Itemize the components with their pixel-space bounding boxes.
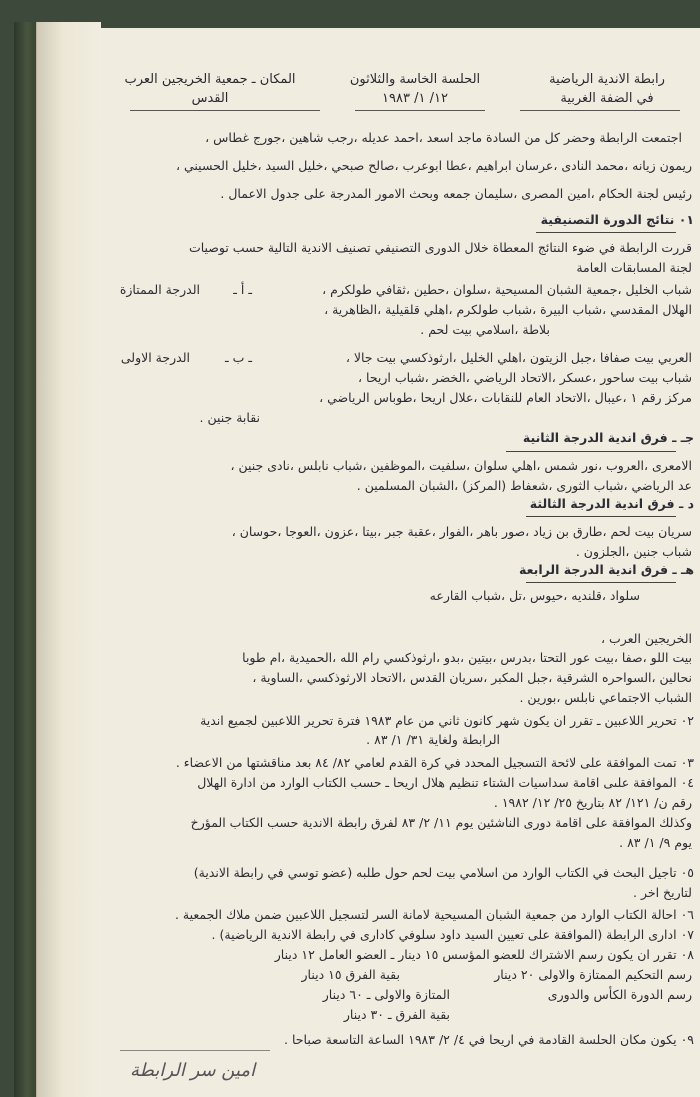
signature: امين سر الرابطة — [130, 1060, 256, 1081]
premium-marker: ـ أ ـ — [233, 282, 252, 297]
section-second-heading — [523, 430, 694, 445]
classification-intro-line: قررت الرابطة في ضوء النتائج المعطاة خلال الدورى التصنيفي تصنيف الاندية التالية حسب توصيات — [188, 240, 692, 255]
second-line: عد الرياضي ،شباب الثورى ،شعفاط (المركز) ،الشبان المسلمين . — [356, 478, 692, 493]
item-6 — [175, 905, 694, 924]
item-3 — [176, 753, 694, 772]
header-session-date: ١٢/ ١/ ١٩٨٣ — [382, 91, 448, 106]
section-third-heading — [530, 496, 694, 511]
item-text: تاجيل البحث في الكتاب الوارد من اسلامي بيت لحم حول طلبه (عضو توسي في رابطة الاندية) — [193, 865, 677, 880]
first-marker: ـ ب ـ — [224, 350, 252, 365]
document-page — [100, 28, 700, 1097]
fee-line: بقية الفرق ـ ٣٠ دينار — [343, 1007, 450, 1022]
heading-underline — [536, 232, 676, 233]
premium-line: شباب الخليل ،جمعية الشبان المسيحية ،سلوان ،حطين ،ثقافي طولكرم ، — [322, 282, 692, 297]
premium-line: بلاطة ،اسلامي بيت لحم . — [420, 322, 550, 337]
book-binding — [14, 22, 36, 1097]
fourth-line: الخريجين العرب ، — [600, 631, 692, 646]
item-4-cont: رقم ن/ ١٢١/ ٨٢ بتاريخ ٢٥/ ١٢/ ١٩٨٢ . — [493, 795, 692, 810]
item-7 — [212, 925, 694, 944]
header-org-line2: في الضفة الغربية — [560, 91, 654, 106]
heading-underline — [526, 516, 676, 517]
header-org — [532, 70, 682, 108]
first-line: نقابة جنين . — [199, 410, 260, 425]
premium-label: الدرجة الممتازة — [119, 282, 200, 297]
item-number: ٠٨ — [680, 947, 694, 962]
item-5 — [194, 863, 694, 882]
item-2-cont: الرابطة ولغاية ٣١/ ١/ ٨٣ . — [366, 732, 500, 747]
fee-line: رسم التحكيم الممتازة والاولى ٢٠ دينار — [494, 967, 692, 982]
first-line: مركز رقم ١ ،عيبال ،الاتحاد العام للنقابات ،علال اريحا ،طوباس الرياضي ، — [319, 390, 692, 405]
section-number: ٠١ — [678, 212, 694, 227]
section-title: فرق اندية الدرجة الثانية — [522, 430, 668, 445]
fourth-line: نحالين ،السواحره الشرقية ،جبل المكبر ،سريان القدس ،الاتحاد الارثوذكسي ،الساوية ، — [252, 670, 692, 685]
heading-underline — [526, 582, 676, 583]
item-text: الموافقة علىى اقامة سداسيات الشتاء تنظيم هلال اريحا ـ حسب الكتاب الوارد من ادارة الهلال — [197, 775, 677, 790]
item-number: ٠٩ — [680, 1032, 694, 1047]
item-text: تمت الموافقة على لائحة التسجيل المحدد في كرة القدم لعامي ٨٢/ ٨٤ بعد مناقشتها من الاعضاء . — [175, 755, 677, 770]
header-rule-left — [130, 110, 320, 111]
page-gutter — [36, 22, 101, 1097]
section-number: د ـ — [678, 496, 694, 511]
item-4-cont: يوم ٩/ ١/ ٨٣ . — [619, 835, 692, 850]
third-line: شباب جنين ،الجلزون . — [575, 544, 692, 559]
header-session — [330, 70, 500, 108]
header-place-line1: المكان ـ جمعية الخريجين العرب — [124, 72, 296, 87]
intro-line: ريمون زيانه ،محمد النادى ،عرسان ابراهيم ،عطا ابوعرب ،صالح صبحي ،خليل السيد ،خليل الحسيني ، — [175, 158, 692, 173]
item-number: ٠٧ — [680, 927, 694, 942]
fee-line: رسم الدورة الكأس والدورى — [547, 987, 692, 1002]
intro-line: اجتمعت الرابطة وحضر كل من السادة ماجد اسعد ،احمد عديله ،رجب شاهين ،جورج غطاس ، — [205, 130, 682, 145]
item-4-cont: وكذلك الموافقة على اقامة دورى الناشئين يوم ١١/ ٢/ ٨٣ لفرق رابطة الاندية حسب الكتاب المؤرخ — [190, 815, 692, 830]
first-label: الدرجة الاولى — [120, 350, 190, 365]
item-number: ٠٣ — [680, 755, 694, 770]
header-place — [110, 70, 310, 108]
header-org-line1: رابطة الاندية الرياضية — [549, 72, 665, 87]
third-line: سريان بيت لحم ،طارق بن زياد ،صور باهر ،الفوار ،عقبة جبر ،بيتا ،عزون ،العوجا ،حوسان ، — [231, 524, 692, 539]
item-text: تحرير اللاعبين ـ تقرر ان يكون شهر كانون ثاني من عام ١٩٨٣ فترة تحرير اللاعبين لجميع اندية — [200, 713, 677, 728]
header-session-title: الحلسة الخاسة والثلاثون — [349, 72, 481, 87]
premium-line: الهلال المقدسي ،شباب البيرة ،شباب طولكرم ،اهلي قلقيلية ،الظاهرية ، — [324, 302, 692, 317]
item-text: تقرر ان يكون رسم الاشتراك للعضو المؤسس ١٥ دينار ـ العضو العامل ١٢ دينار — [274, 947, 677, 962]
item-number: ٠٥ — [680, 865, 694, 880]
section-1-heading — [541, 212, 694, 227]
section-title: نتائج الدورة التصنيفية — [540, 212, 675, 227]
classification-intro-line: لجنة المسابقات العامة — [576, 260, 692, 275]
item-number: ٠٤ — [680, 775, 694, 790]
header-rule-right — [520, 110, 680, 111]
item-number: ٠٢ — [680, 713, 694, 728]
second-line: الامعرى ،العروب ،نور شمس ،اهلي سلوان ،سلفيت ،الموظفين ،شباب نابلس ،نادى جنين ، — [230, 458, 692, 473]
item-5-cont: لتاريخ اخر . — [633, 885, 692, 900]
item-9 — [284, 1030, 694, 1049]
signature-rule — [120, 1050, 270, 1051]
item-text: يكون مكان الحلسة القادمة في اريحا في ٤/ ٢/ ١٩٨٣ الساعة التاسعة صباحا . — [284, 1032, 677, 1047]
fee-line: المتازة والاولى ـ ٦٠ دينار — [322, 987, 450, 1002]
header-rule-center — [355, 110, 485, 111]
item-number: ٠٦ — [680, 907, 694, 922]
item-text: احالة الكتاب الوارد من جمعية الشبان المسيحية لامانة السر لتسجيل اللاعبين ضمن ملاك الجمعية . — [174, 907, 677, 922]
fourth-line: بيت اللو ،صفا ،بيت عور التحتا ،بدرس ،بيتين ،بدو ،ارثوذكسي رام الله ،الحميدية ،ام طوبا — [242, 650, 692, 665]
section-fourth-heading — [519, 562, 694, 577]
item-4 — [197, 773, 694, 792]
first-line: شباب بيت ساحور ،عسكر ،الاتحاد الرياضي ،الخضر ،شباب اريحا ، — [358, 370, 692, 385]
item-8 — [275, 945, 694, 964]
section-title: فرق اندية الدرجة الثالثة — [529, 496, 675, 511]
header-place-line2: القدس — [191, 91, 229, 106]
section-number: هـ ـ — [672, 562, 694, 577]
intro-line: رئيس لجنة الحكام ،امين المصرى ،سليمان جمعه وبحث الامور المدرجة على جدول الاعمال . — [220, 186, 692, 201]
fourth-line: الشباب الاجتماعي نابلس ،بورين . — [519, 690, 692, 705]
first-line: العربي بيت صفافا ،جبل الزيتون ،اهلي الخليل ،ارثوذكسي بيت جالا ، — [345, 350, 692, 365]
fee-line: بقية الفرق ١٥ دينار — [301, 967, 400, 982]
item-2 — [200, 711, 694, 730]
item-text: ادارى الرابطة (الموافقة على تعيين السيد داود سلوفي كادارى في رابطة الاندية الرياضية) . — [211, 927, 677, 942]
section-number: جـ ـ — [672, 430, 694, 445]
fourth-line: سلواد ،قلنديه ،حيوس ،تل ،شباب القارعه — [429, 588, 640, 603]
heading-underline — [506, 451, 676, 452]
section-title: فرق اندية الدرجة الرابعة — [519, 562, 669, 577]
